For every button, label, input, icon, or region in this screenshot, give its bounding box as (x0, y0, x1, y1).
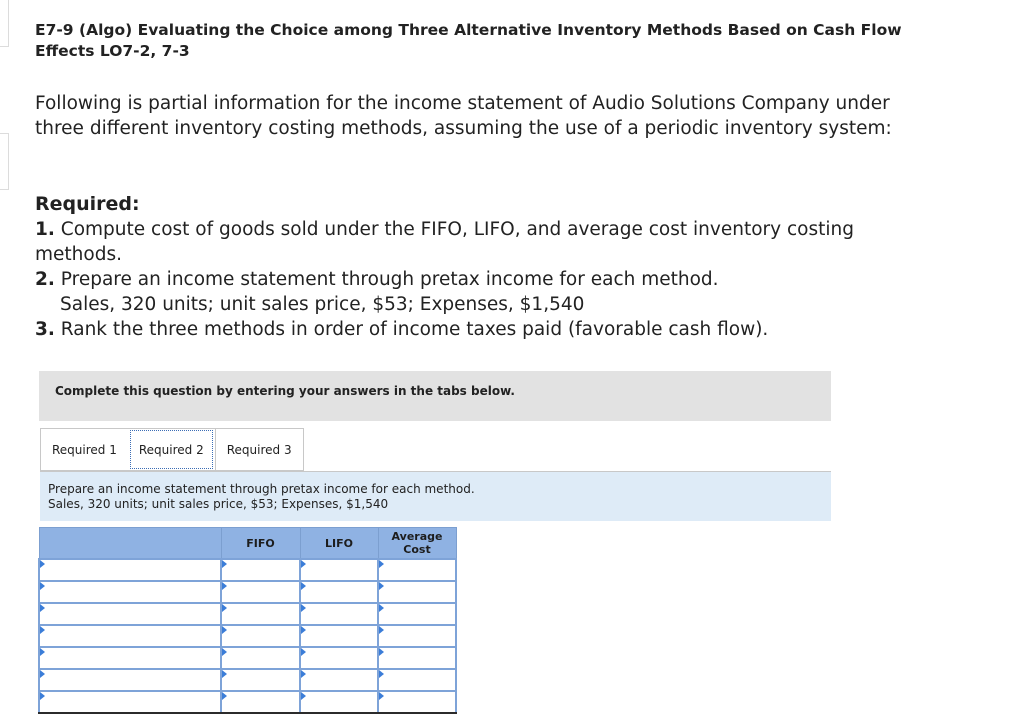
table-row (39, 647, 456, 669)
panel-line-1: Prepare an income statement through pretax income for each method. (48, 482, 475, 496)
lifo-input[interactable] (300, 559, 378, 581)
requirement-3-number: 3. (35, 319, 55, 340)
header-average-cost: Average Cost (378, 528, 456, 560)
lifo-input[interactable] (300, 647, 378, 669)
fifo-input[interactable] (221, 559, 300, 581)
table-header-row (39, 528, 456, 560)
requirement-2-number: 2. (35, 269, 55, 290)
line-item-select[interactable] (39, 603, 221, 625)
line-item-select[interactable] (39, 625, 221, 647)
table-row (39, 559, 456, 581)
requirement-3-text: Rank the three methods in order of income taxes paid (favorable cash flow). (54, 319, 769, 340)
average-cost-input[interactable] (378, 647, 456, 669)
lifo-input[interactable] (300, 669, 378, 691)
side-tab-top (0, 0, 9, 47)
fifo-input[interactable] (221, 647, 300, 669)
tab-required-1[interactable]: Required 1 (40, 428, 128, 471)
average-cost-input[interactable] (378, 625, 456, 647)
requirement-2 (35, 267, 935, 292)
table-row (39, 625, 456, 647)
lifo-input[interactable] (300, 603, 378, 625)
required-heading: Required: (35, 193, 140, 215)
problem-title: E7-9 (Algo) Evaluating the Choice among Three Alternative Inventory Methods Based on Cash Flow Effects LO7-2, 7-3 (35, 21, 902, 60)
lifo-input[interactable] (300, 625, 378, 647)
requirement-2-detail: Sales, 320 units; unit sales price, $53; Expenses, $1,540 (60, 294, 585, 315)
side-tab-middle (0, 133, 9, 190)
income-statement-table (38, 527, 457, 714)
tab-required-2[interactable]: Required 2 (128, 428, 215, 471)
fifo-input[interactable] (221, 581, 300, 603)
fifo-input[interactable] (221, 625, 300, 647)
average-cost-input[interactable] (378, 559, 456, 581)
requirement-1-number: 1. (35, 219, 55, 240)
lifo-input[interactable] (300, 581, 378, 603)
instruction-banner: Complete this question by entering your answers in the tabs below. (39, 371, 831, 421)
header-fifo: FIFO (221, 528, 300, 560)
requirement-1 (35, 217, 935, 267)
requirement-1-text: Compute cost of goods sold under the FIFO, LIFO, and average cost inventory costing methods. (35, 219, 854, 265)
line-item-select[interactable] (39, 559, 221, 581)
requirements-block (35, 192, 935, 342)
line-item-select[interactable] (39, 669, 221, 691)
fifo-input[interactable] (221, 669, 300, 691)
header-label-column (39, 528, 221, 560)
table-row (39, 581, 456, 603)
intro-text: Following is partial information for the income statement of Audio Solutions Company under three different inventory costing methods, assuming the use of a periodic inventory system: (35, 93, 892, 139)
tab-instructions-panel (40, 472, 831, 521)
table-row (39, 669, 456, 691)
line-item-select[interactable] (39, 647, 221, 669)
line-item-select[interactable] (39, 581, 221, 603)
average-cost-input[interactable] (378, 603, 456, 625)
average-cost-input[interactable] (378, 669, 456, 691)
table-row (39, 603, 456, 625)
tab-required-3[interactable]: Required 3 (215, 428, 304, 471)
requirement-3 (35, 317, 935, 342)
requirement-2-text: Prepare an income statement through pretax income for each method. (54, 269, 719, 290)
tab-bar (40, 428, 304, 471)
header-lifo: LIFO (300, 528, 378, 560)
panel-line-2: Sales, 320 units; unit sales price, $53; Expenses, $1,540 (48, 497, 389, 511)
average-cost-input[interactable] (378, 581, 456, 603)
fifo-input[interactable] (221, 603, 300, 625)
